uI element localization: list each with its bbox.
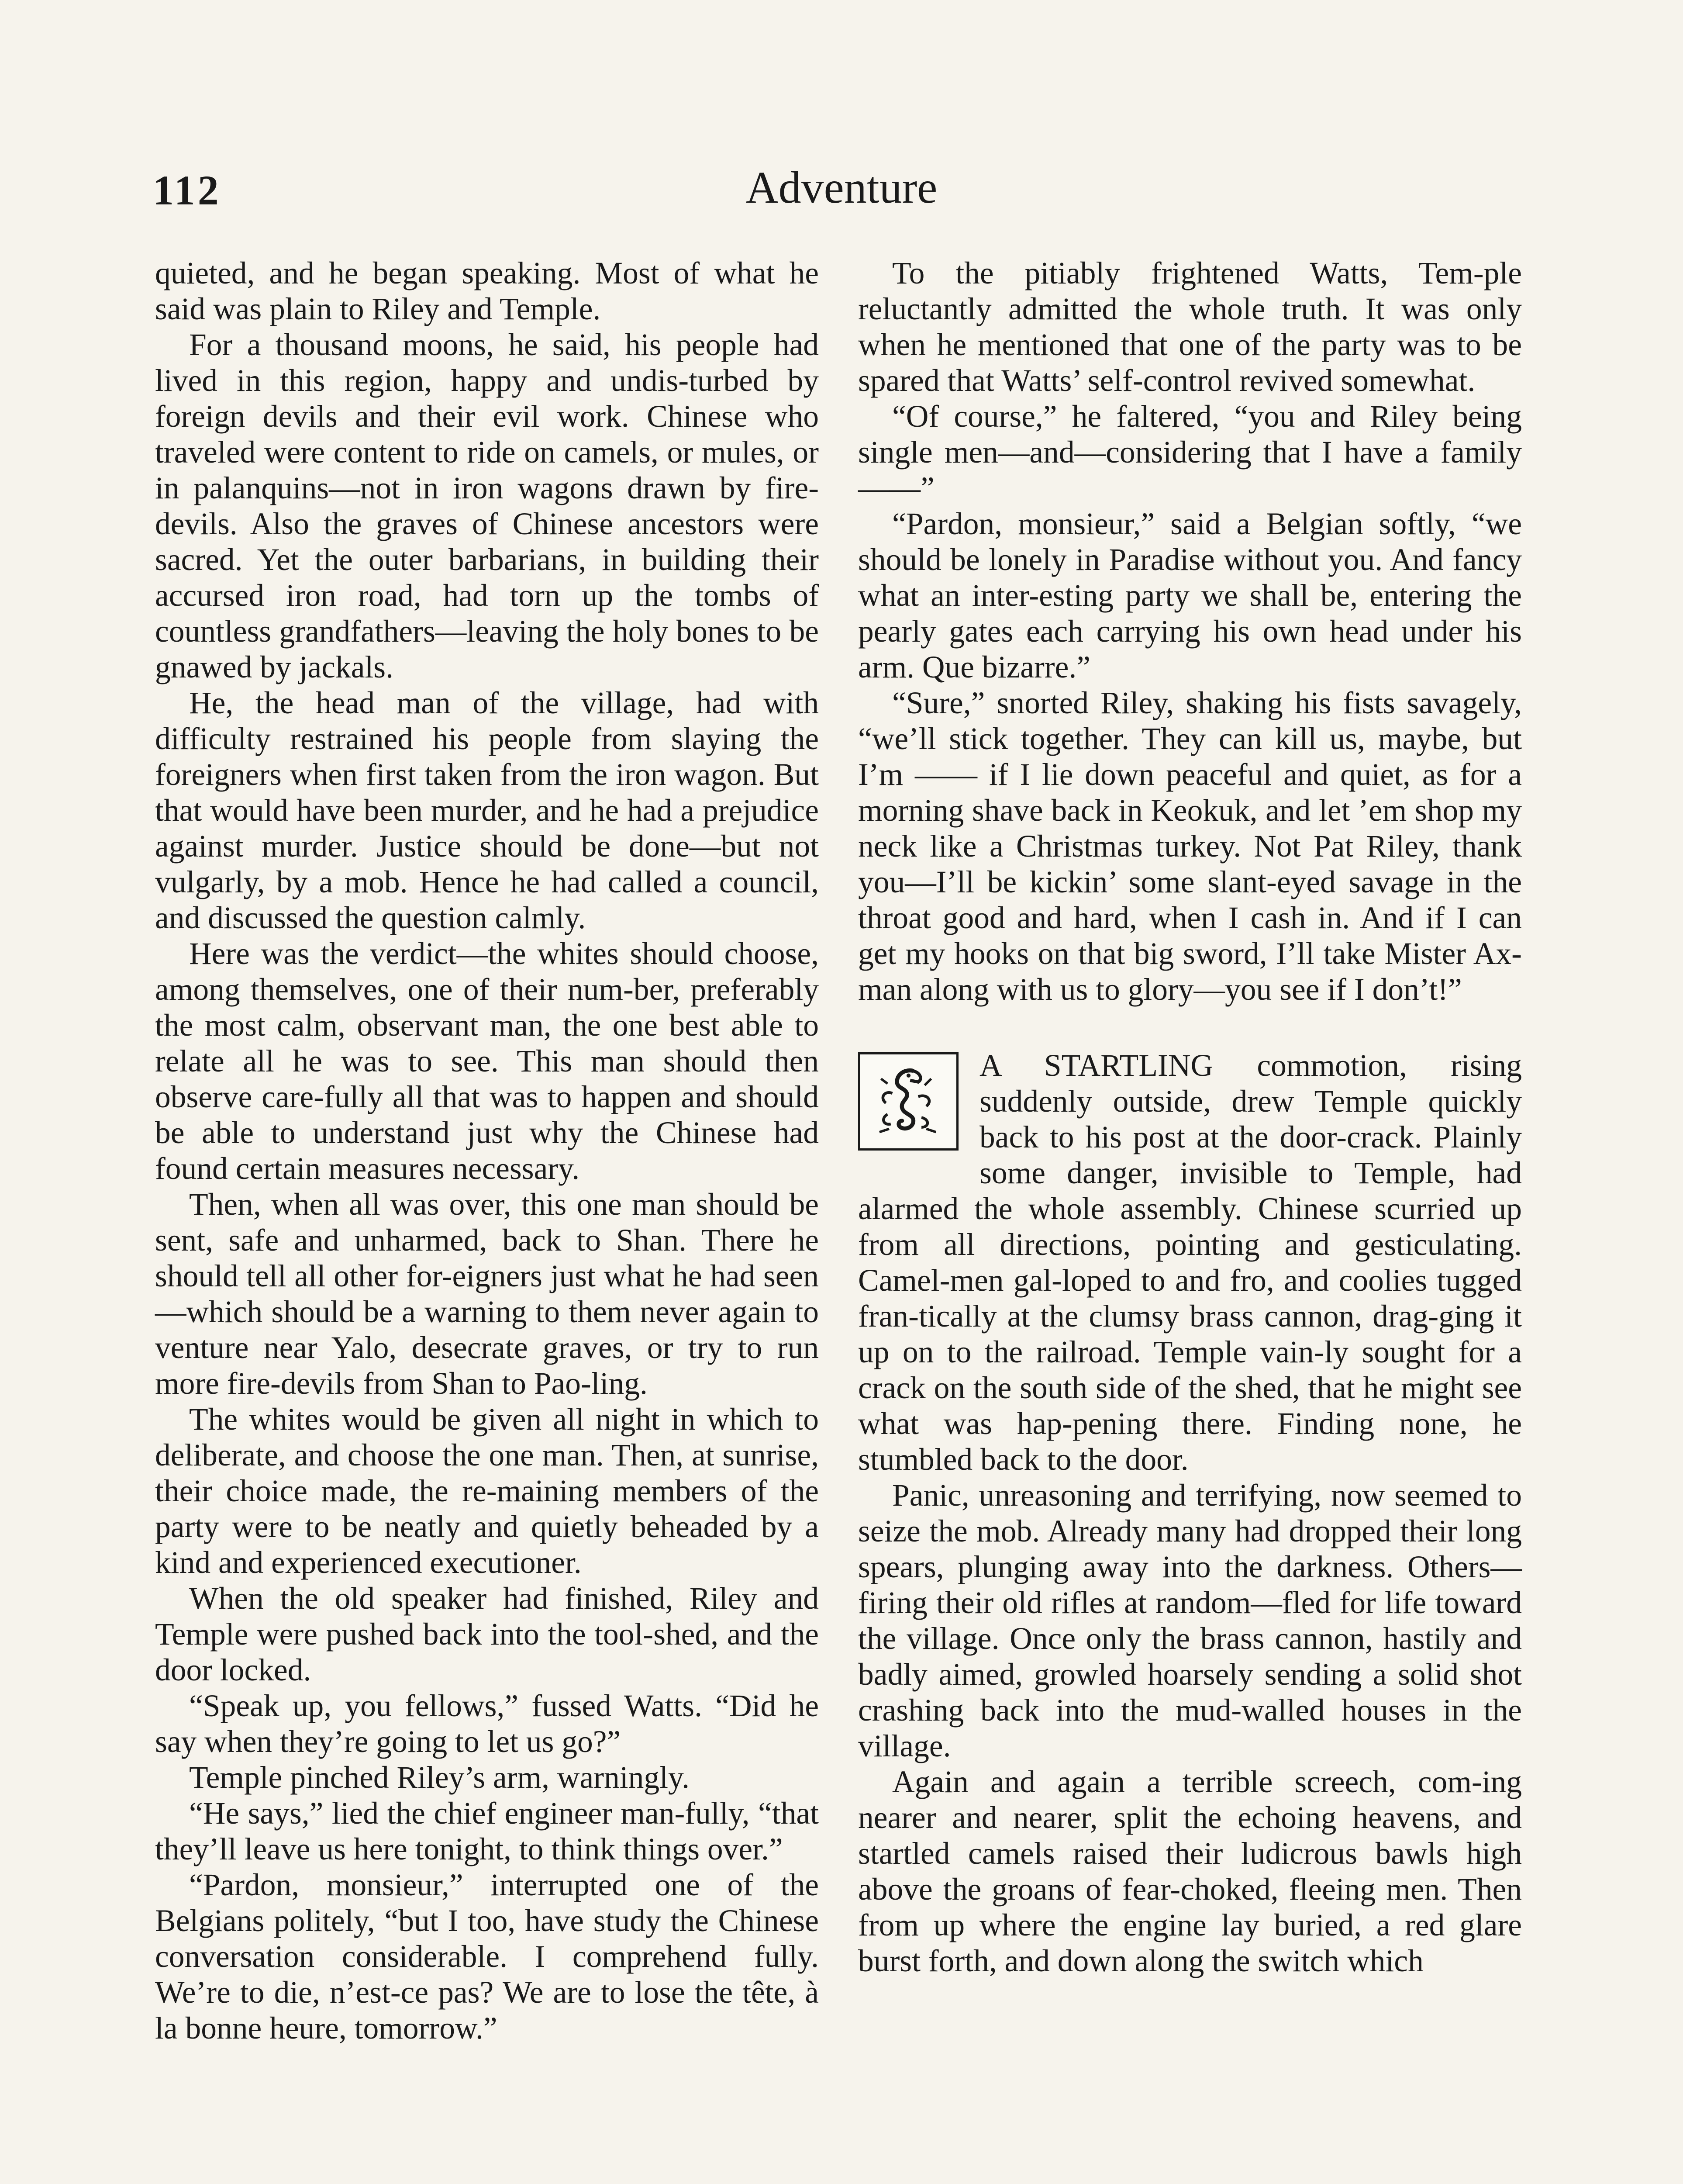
paragraph: Temple pinched Riley’s arm, warningly. xyxy=(189,1760,690,1795)
seahorse-ornament-icon xyxy=(858,1052,959,1151)
running-head: Adventure xyxy=(745,162,938,213)
paragraph: “Sure,” snorted Riley, shaking his fists savagely, “we’ll stick together. They can kill us, maybe, but I’m —— if I lie down peaceful and quiet, as for a morning shave back in Keokuk, and let ’em shop my neck like a Christmas turkey. Not Pat Riley, thank you—I’ll be kickin’ some slant-eyed savage in the throat good and hard, when I cash in. And if I can get my hooks on that big sword, I’ll take Mister Ax-man along with us to glory—you see if I don’t!” xyxy=(858,686,1522,1007)
paragraph: “He says,” lied the chief engineer man-fully, “that they’ll leave us here tonight, to think things over.” xyxy=(155,1796,819,1866)
paragraph: “Of course,” he faltered, “you and Riley being single men—and—considering that I have a family——” xyxy=(858,399,1522,505)
paragraph: For a thousand moons, he said, his people had lived in this region, happy and undis-turbed by foreign devils and their evil work. Chinese who traveled were content to ride on camels, or mules, or in palanquins—not in iron wagons drawn by fire-devils. Also the graves of Chinese ancestors were sacred. Yet the outer barbarians, in building their accursed iron road, had torn up the tombs of countless grandfathers—leaving the holy bones to be gnawed by jackals. xyxy=(155,328,819,684)
lead-in-caps: A STARTLING xyxy=(979,1048,1214,1083)
paragraph: “Pardon, monsieur,” said a Belgian softly, “we should be lonely in Paradise without you. And fancy what an inter-esting party we shall be, entering the pearly gates each carrying his own head under his arm. Que bizarre.” xyxy=(858,507,1522,684)
section-break-text: commotion, rising suddenly outside, drew Temple quickly back to his post at the door-crack. Plainly some danger, invisible to Temple, had alarmed the whole assembly. Chinese scurried up from all directions, pointing and gesticulating. Camel-men gal-loped to and fro, and coolies tugged fran-tically at the clumsy brass cannon, drag-ging it up on to the railroad. Temple vain-ly sought for a crack on the south side of the shed, that he might see what was hap-pening there. Finding none, he stumbled back to the door. xyxy=(858,1048,1522,1477)
page-header xyxy=(0,0,1683,245)
paragraph: Here was the verdict—the whites should choose, among themselves, one of their num-ber, preferably the most calm, observant man, the one best able to relate all he was to see. This man should then observe care-fully all that was to happen and should be able to understand just why the Chinese had found certain measures necessary. xyxy=(155,936,819,1186)
paragraph: The whites would be given all night in which to deliberate, and choose the one man. Then, at sunrise, their choice made, the re-maining members of the party were to be neatly and quietly beheaded by a kind and experienced executioner. xyxy=(155,1402,819,1580)
paragraph: To the pitiably frightened Watts, Tem-ple reluctantly admitted the whole truth. It was only when he mentioned that one of the party was to be spared that Watts’ self-control revived somewhat. xyxy=(858,256,1522,398)
section-break-paragraph xyxy=(858,1048,1522,1478)
left-column xyxy=(155,256,819,2046)
paragraph: “Speak up, you fellows,” fussed Watts. “Did he say when they’re going to let us go?” xyxy=(155,1689,819,1759)
page-number: 112 xyxy=(153,167,221,214)
paragraph: “Pardon, monsieur,” interrupted one of the Belgians politely, “but I too, have study the Chinese conversation considerable. I comprehend fully. We’re to die, n’est-ce pas? We are to lose the tête, à la bonne heure, tomorrow.” xyxy=(155,1868,819,2046)
paragraph: When the old speaker had finished, Riley and Temple were pushed back into the tool-shed, and the door locked. xyxy=(155,1581,819,1687)
right-column xyxy=(858,256,1522,1979)
paragraph: Again and again a terrible screech, com-ing nearer and nearer, split the echoing heavens, and startled camels raised their ludicrous bawls high above the groans of fear-choked, fleeing men. Then from up where the engine lay buried, a red glare burst forth, and down along the switch which xyxy=(858,1765,1522,1978)
paragraph: quieted, and he began speaking. Most of what he said was plain to Riley and Temple. xyxy=(155,256,819,326)
paragraph: He, the head man of the village, had with difficulty restrained his people from slaying the foreigners when first taken from the iron wagon. But that would have been murder, and he had a prejudice against murder. Justice should be done—but not vulgarly, by a mob. Hence he had called a council, and discussed the question calmly. xyxy=(155,686,819,935)
paragraph: Panic, unreasoning and terrifying, now seemed to seize the mob. Already many had dropped their long spears, plunging away into the darkness. Others—firing their old rifles at random—fled for life toward the village. Once only the brass cannon, hastily and badly aimed, growled hoarsely sending a solid shot crashing back into the mud-walled houses in the village. xyxy=(858,1478,1522,1763)
paragraph: Then, when all was over, this one man should be sent, safe and unharmed, back to Shan. There he should tell all other for-eigners just what he had seen—which should be a warning to them never again to venture near Yalo, desecrate graves, or try to run more fire-devils from Shan to Pao-ling. xyxy=(155,1187,819,1401)
section-gap xyxy=(858,1008,1522,1048)
